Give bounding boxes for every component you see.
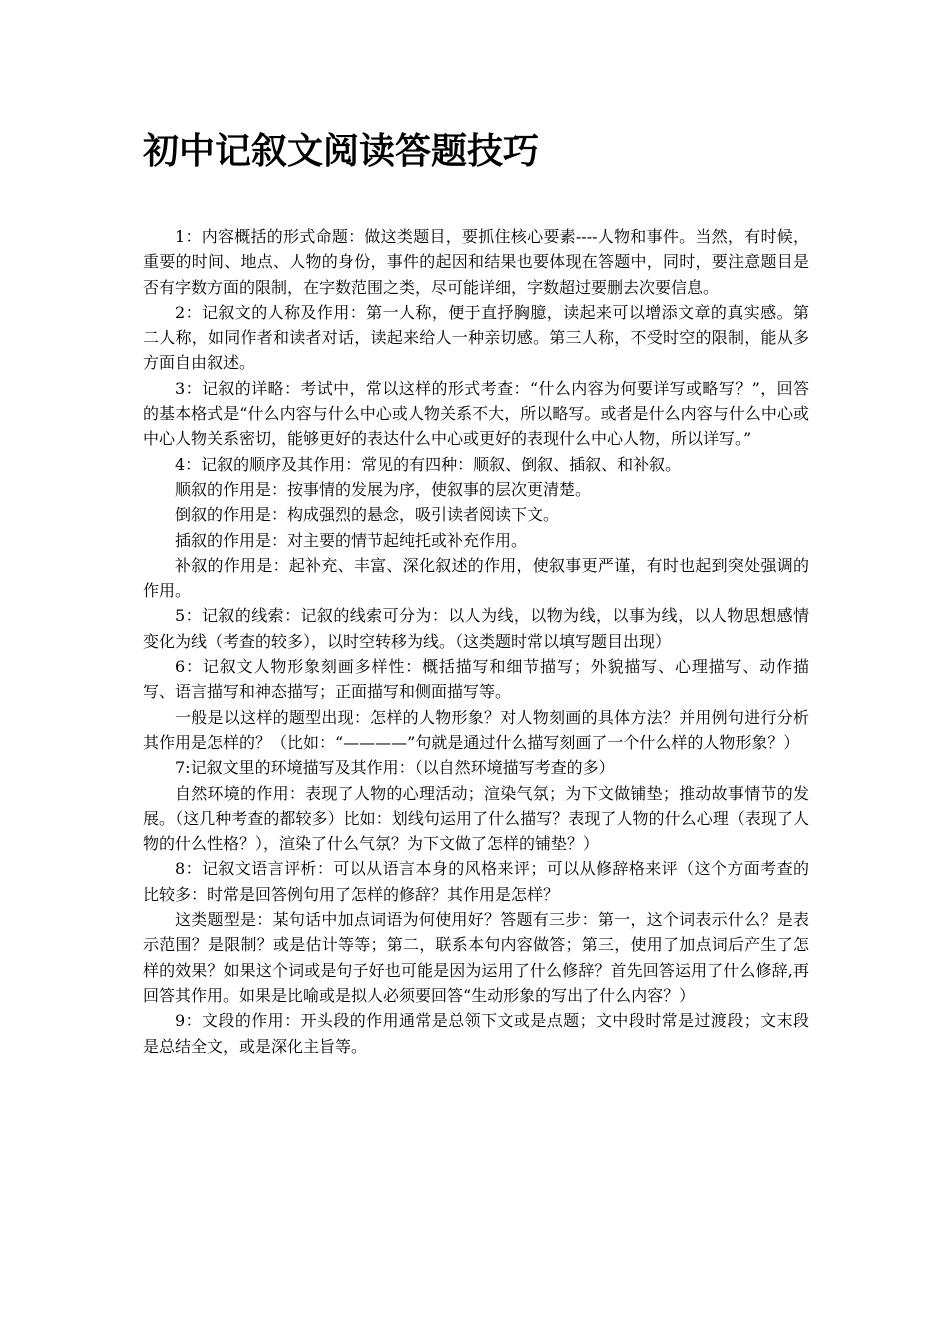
- paragraph-3: 3：记叙的详略：考试中，常以这样的形式考查：“什么内容为何要详写或略写？”，回答的基本格式是“什么内容与什么中心或人物关系不大，所以略写。或者是什么内容与什么中心或中心人物关系密切，能够更好的表达什么中心或更好的表现什么中心人物，所以详写。”: [143, 378, 809, 449]
- paragraph-4: 4：记叙的顺序及其作用：常见的有四种：顺叙、倒叙、插叙、和补叙。: [175, 454, 682, 474]
- paragraph-1: 1：内容概括的形式命题：做这类题目，要抓住核心要素----人物和事件。当然，有时候，重要的时间、地点、人物的身份，事件的起因和结果也要体现在答题中，同时，要注意题目是否有字数方面的限制，在字数范围之类，尽可能详细，字数超过要删去次要信息。: [143, 227, 809, 297]
- paragraph-2: 2：记叙文的人称及作用：第一人称，便于直抒胸臆，读起来可以增添文章的真实感。第二人称，如同作者和读者对话，读起来给人一种亲切感。第三人称，不受时空的限制，能从多方面自由叙述。: [143, 302, 809, 373]
- document-title: 初中记叙文阅读答题技巧: [143, 130, 540, 172]
- paragraph-7-natural-environment: 自然环境的作用：表现了人物的心理活动；渲染气氛；为下文做铺垫；推动故事情节的发展。（这几种考查的都较多）比如：划线句运用了什么描写？表现了人物的什么心理（表现了人物的什么性格？），渲染了什么气氛？为下文做了怎样的铺垫？）: [143, 783, 809, 854]
- document-body: [143, 224, 809, 1059]
- paragraph-7: 7:记叙文里的环境描写及其作用：（以自然环境描写考查的多）: [175, 758, 615, 778]
- paragraph-4-interposed: 插叙的作用是：对主要的情节起纯托或补充作用。: [175, 530, 528, 550]
- paragraph-8-question-type: 这类题型是：某句话中加点词语为何使用好？答题有三步：第一，这个词表示什么？是表示范围？是限制？或是估计等等；第二，联系本句内容做答；第三，使用了加点词后产生了怎样的效果？如果这个词或是句子好也可能是因为运用了什么修辞？首先回答运用了什么修辞,再回答其作用。如果是比喻或是拟人必须要回答“生动形象的写出了什么内容？）: [143, 910, 809, 1005]
- paragraph-5: 5：记叙的线索：记叙的线索可分为：以人为线，以物为线，以事为线，以人物思想感情变化为线（考查的较多），以时空转移为线。（这类题时常以填写题目出现）: [143, 606, 809, 651]
- paragraph-4-sequential: 顺叙的作用是：按事情的发展为序，使叙事的层次更清楚。: [175, 479, 592, 499]
- paragraph-6: 6：记叙文人物形象刻画多样性：概括描写和细节描写；外貌描写、心理描写、动作描写、语言描写和神态描写；正面描写和侧面描写等。: [143, 657, 809, 702]
- paragraph-8: 8：记叙文语言评析：可以从语言本身的风格来评；可以从修辞格来评（这个方面考查的比较多：时常是回答例句用了怎样的修辞？其作用是怎样？: [143, 859, 809, 904]
- paragraph-4-flashback: 倒叙的作用是：构成强烈的悬念，吸引读者阅读下文。: [175, 505, 560, 525]
- paragraph-4-supplementary: 补叙的作用是：起补充、丰富、深化叙述的作用，使叙事更严谨，有时也起到突处强调的作用。: [143, 555, 809, 601]
- paragraph-6-question-type: 一般是以这样的题型出现：怎样的人物形象？对人物刻画的具体方法？并用例句进行分析其作用是怎样的？（比如：“————”句就是通过什么描写刻画了一个什么样的人物形象？）: [143, 707, 809, 752]
- paragraph-9: 9：文段的作用：开头段的作用通常是总领下文或是点题；文中段时常是过渡段；文末段是总结全文，或是深化主旨等。: [143, 1011, 809, 1056]
